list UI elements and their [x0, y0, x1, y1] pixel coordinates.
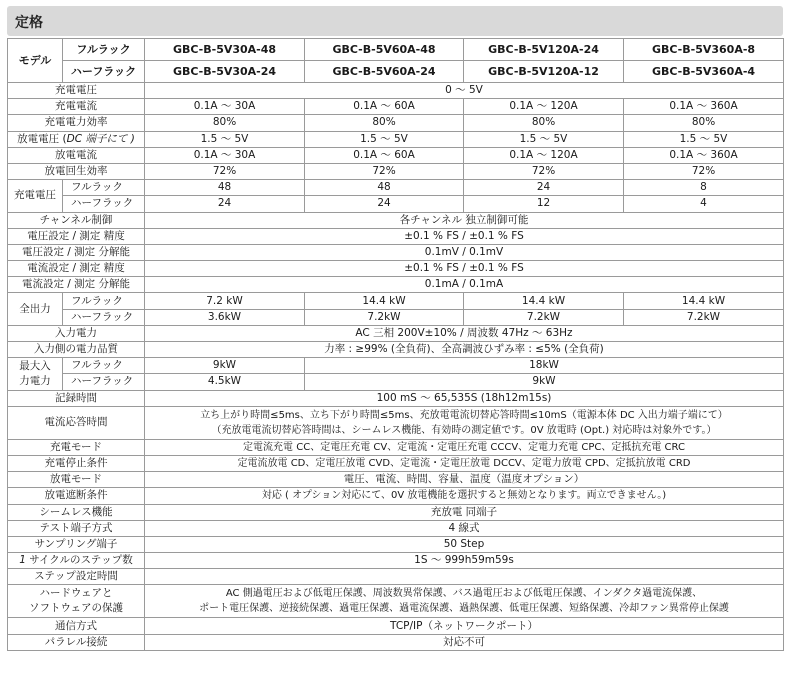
row-label: 充電停止条件 — [8, 455, 145, 471]
sub-label: フルラック — [63, 180, 145, 196]
model-name: GBC-B-5V30A-24 — [145, 61, 305, 83]
row-label: 放電モード — [8, 472, 145, 488]
table-row — [8, 180, 784, 196]
row-label: ステップ設定時間 — [8, 569, 145, 585]
table-row — [8, 406, 784, 439]
row-label: 充電電圧 — [8, 180, 63, 212]
model-name: GBC-B-5V30A-48 — [145, 39, 305, 61]
cell-value: 定電流充電 CC、定電圧充電 CV、定電流・定電圧充電 CCCV、定電力充電 CPC、定抵抗充電 CRC — [145, 439, 784, 455]
row-label: 充電電力効率 — [8, 115, 145, 131]
cell-value: 0.1A ～ 360A — [624, 147, 784, 163]
cell-value: 48 — [305, 180, 464, 196]
cell-value: 24 — [145, 196, 305, 212]
cell-value: 0.1A ～ 60A — [305, 147, 464, 163]
cell-value: 4 — [624, 196, 784, 212]
model-name: GBC-B-5V120A-24 — [464, 39, 624, 61]
cell-value: 72% — [305, 163, 464, 179]
cell-value: 24 — [464, 180, 624, 196]
cell-value: 対応不可 — [145, 634, 784, 650]
cell-value: 0.1mA / 0.1mA — [145, 277, 784, 293]
cell-value: 100 mS ～ 65,535S (18h12m15s) — [145, 390, 784, 406]
table-row — [8, 553, 784, 569]
row-label: 電圧設定 / 測定 分解能 — [8, 244, 145, 260]
row-label: 記録時間 — [8, 390, 145, 406]
row-label: 充電電流 — [8, 99, 145, 115]
row-label: 入力電力 — [8, 325, 145, 341]
cell-value: 0.1A ～ 120A — [464, 147, 624, 163]
table-row — [8, 504, 784, 520]
cell-value: 1.5 ～ 5V — [305, 131, 464, 147]
cell-value: 3.6kW — [145, 309, 305, 325]
table-row — [8, 569, 784, 585]
row-label: 最大入 力電力 — [8, 358, 63, 390]
table-row — [8, 374, 784, 390]
cell-value: 24 — [305, 196, 464, 212]
row-label: 充電電圧 — [8, 83, 145, 99]
cell-value: 対応 ( オプション対応にて、0V 放電機能を選択すると無効となります。両立できません。) — [145, 488, 784, 504]
table-row — [8, 618, 784, 634]
cell-value: 48 — [145, 180, 305, 196]
row-label: パラレル接続 — [8, 634, 145, 650]
cell-value: ±0.1 % FS / ±0.1 % FS — [145, 261, 784, 277]
row-label: テスト端子方式 — [8, 520, 145, 536]
cell-value: 0.1A ～ 360A — [624, 99, 784, 115]
cell-value: 14.4 kW — [305, 293, 464, 309]
cell-value: 80% — [624, 115, 784, 131]
row-label: 放電電流 — [8, 147, 145, 163]
cell-value: 電圧、電流、時間、容量、温度（温度オプション） — [145, 472, 784, 488]
table-row — [8, 131, 784, 147]
cell-value: 50 Step — [145, 536, 784, 552]
cell-value: 充放電 同端子 — [145, 504, 784, 520]
table-row — [8, 358, 784, 374]
table-row — [8, 39, 784, 61]
cell-value: 0.1A ～ 30A — [145, 99, 305, 115]
table-row — [8, 455, 784, 471]
section-title-bar — [7, 6, 783, 36]
table-row — [8, 163, 784, 179]
table-row — [8, 439, 784, 455]
row-label: 電流応答時間 — [8, 406, 145, 439]
table-row — [8, 228, 784, 244]
cell-value: 力率 : ≥99% (全負荷)、全高調波ひずみ率 : ≤5% (全負荷) — [145, 342, 784, 358]
table-row — [8, 261, 784, 277]
table-row — [8, 277, 784, 293]
cell-value: 12 — [464, 196, 624, 212]
table-row — [8, 83, 784, 99]
row-label: チャンネル制御 — [8, 212, 145, 228]
cell-value: 各チャンネル 独立制御可能 — [145, 212, 784, 228]
cell-value: 1.5 ～ 5V — [464, 131, 624, 147]
row-label: 放電電圧 (DC 端子にて ) — [8, 131, 145, 147]
cell-value: 4.5kW — [145, 374, 305, 390]
model-name: GBC-B-5V120A-12 — [464, 61, 624, 83]
cell-value: 7.2 kW — [145, 293, 305, 309]
cell-value: 7.2kW — [464, 309, 624, 325]
table-row — [8, 536, 784, 552]
cell-value: 7.2kW — [305, 309, 464, 325]
cell-value: 80% — [145, 115, 305, 131]
cell-value: 0.1mV / 0.1mV — [145, 244, 784, 260]
sub-label: ハーフラック — [63, 196, 145, 212]
table-row — [8, 196, 784, 212]
table-row — [8, 147, 784, 163]
row-label: 電流設定 / 測定 精度 — [8, 261, 145, 277]
row-label: 電圧設定 / 測定 精度 — [8, 228, 145, 244]
spec-table — [7, 38, 784, 651]
cell-value: 1.5 ～ 5V — [145, 131, 305, 147]
cell-value: 80% — [305, 115, 464, 131]
table-row — [8, 293, 784, 309]
table-row — [8, 309, 784, 325]
cell-value: 7.2kW — [624, 309, 784, 325]
row-label: 通信方式 — [8, 618, 145, 634]
model-name: GBC-B-5V360A-8 — [624, 39, 784, 61]
cell-value: 立ち上がり時間≤5ms、立ち下がり時間≤5ms、充放電電流切替応答時間≤10mS（電源本体 DC 入出力端子端にて） （充放電電流切替応答時間は、シームレス機能、有効時の測定値です。0V 放電時 (Opt.) 対応時は対象外です。） — [145, 406, 784, 439]
row-label: 電流設定 / 測定 分解能 — [8, 277, 145, 293]
table-row — [8, 472, 784, 488]
cell-value: 1.5 ～ 5V — [624, 131, 784, 147]
cell-value: 0.1A ～ 60A — [305, 99, 464, 115]
half-rack-label: ハーフラック — [63, 61, 145, 83]
row-label: 放電遮断条件 — [8, 488, 145, 504]
cell-value: 72% — [624, 163, 784, 179]
sub-label: ハーフラック — [63, 374, 145, 390]
cell-value: 0.1A ～ 30A — [145, 147, 305, 163]
cell-value: 0 ～ 5V — [145, 83, 784, 99]
model-label: モデル — [8, 39, 63, 83]
row-label: サンプリング端子 — [8, 536, 145, 552]
table-row — [8, 585, 784, 618]
sub-label: フルラック — [63, 358, 145, 374]
cell-value: 8 — [624, 180, 784, 196]
row-label: 全出力 — [8, 293, 63, 325]
cell-value: 80% — [464, 115, 624, 131]
cell-value: AC 三相 200V±10% / 周波数 47Hz ～ 63Hz — [145, 325, 784, 341]
cell-value: 1S ～ 999h59m59s — [145, 553, 784, 569]
cell-value — [145, 569, 784, 585]
table-row — [8, 342, 784, 358]
cell-value: TCP/IP（ネットワークポート） — [145, 618, 784, 634]
cell-value: 14.4 kW — [464, 293, 624, 309]
cell-value: 14.4 kW — [624, 293, 784, 309]
table-row — [8, 212, 784, 228]
cell-value: 72% — [145, 163, 305, 179]
table-row — [8, 61, 784, 83]
row-label: 1 サイクルのステップ数 — [8, 553, 145, 569]
cell-value: 9kW — [305, 374, 784, 390]
table-row — [8, 520, 784, 536]
table-row — [8, 634, 784, 650]
model-name: GBC-B-5V360A-4 — [624, 61, 784, 83]
table-row — [8, 244, 784, 260]
sub-label: ハーフラック — [63, 309, 145, 325]
row-label: シームレス機能 — [8, 504, 145, 520]
cell-value: 4 線式 — [145, 520, 784, 536]
cell-value: ±0.1 % FS / ±0.1 % FS — [145, 228, 784, 244]
row-label: 入力側の電力品質 — [8, 342, 145, 358]
table-row — [8, 115, 784, 131]
row-label: ハードウェアと ソフトウェアの保護 — [8, 585, 145, 618]
model-name: GBC-B-5V60A-24 — [305, 61, 464, 83]
cell-value: AC 側過電圧および低電圧保護、周波数異常保護、バス過電圧および低電圧保護、インダクタ過電流保護、 ポート電圧保護、逆接続保護、過電圧保護、過電流保護、過熱保護、低電圧保護、短絡保護、冷却ファン異常停止保護 — [145, 585, 784, 618]
cell-value: 0.1A ～ 120A — [464, 99, 624, 115]
cell-value: 定電流放電 CD、定電圧放電 CVD、定電流・定電圧放電 DCCV、定電力放電 CPD、定抵抗放電 CRD — [145, 455, 784, 471]
section-title: 定格 — [15, 15, 43, 31]
table-row — [8, 390, 784, 406]
sub-label: フルラック — [63, 293, 145, 309]
row-label: 放電回生効率 — [8, 163, 145, 179]
model-name: GBC-B-5V60A-48 — [305, 39, 464, 61]
row-label: 充電モード — [8, 439, 145, 455]
table-row — [8, 325, 784, 341]
cell-value: 9kW — [145, 358, 305, 374]
table-row — [8, 99, 784, 115]
table-row — [8, 488, 784, 504]
cell-value: 18kW — [305, 358, 784, 374]
full-rack-label: フルラック — [63, 39, 145, 61]
cell-value: 72% — [464, 163, 624, 179]
